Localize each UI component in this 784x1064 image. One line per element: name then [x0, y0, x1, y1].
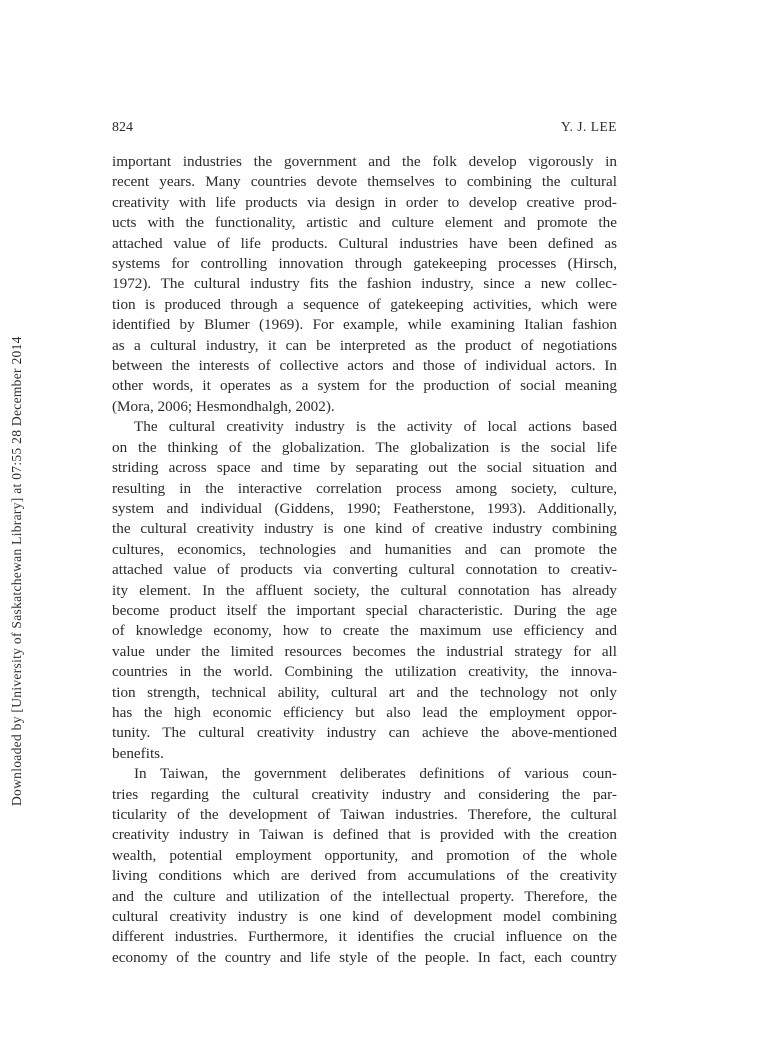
text-line: value under the limited resources becomes the industrial strategy for all [112, 642, 617, 660]
running-header [112, 119, 617, 136]
text-line: creativity with life products via design in order to develop creative prod- [112, 193, 617, 211]
text-line: cultural creativity industry is one kind of development model combining [112, 908, 617, 926]
text-line: as a cultural industry, it can be interpreted as the product of negotiations [112, 336, 617, 354]
page-number: 824 [112, 120, 133, 135]
text-line: tion is produced through a sequence of gatekeeping activities, which were [112, 295, 617, 313]
download-watermark: Downloaded by [University of Saskatchewan Library] at 07:55 28 December 2014 [9, 336, 24, 806]
text-line: ticularity of the development of Taiwan industries. Therefore, the cultural [112, 806, 617, 823]
text-line: tion strength, technical ability, cultural art and the technology not only [112, 683, 617, 701]
text-line: become product itself the important special characteristic. During the age [112, 601, 617, 619]
text-line: on the thinking of the globalization. The globalization is the social life [112, 438, 617, 456]
text-line: 1972). The cultural industry fits the fashion industry, since a new collec- [112, 275, 617, 293]
text-line: benefits. [112, 744, 164, 762]
article-body [112, 152, 617, 968]
text-line: the cultural creativity industry is one kind of creative industry combining [112, 520, 617, 538]
text-line: tries regarding the cultural creativity industry and considering the par- [112, 785, 617, 803]
text-line: important industries the government and the folk develop vigorously in [112, 153, 617, 170]
text-line: cultures, economics, technologies and humanities and can promote the [112, 540, 617, 558]
text-line: of knowledge economy, how to create the maximum use efficiency and [112, 622, 617, 640]
text-line: recent years. Many countries devote themselves to combining the cultural [112, 173, 617, 191]
text-line: In Taiwan, the government deliberates definitions of various coun- [134, 765, 617, 783]
text-line: countries in the world. Combining the utilization creativity, the innova- [112, 663, 617, 681]
text-line: resulting in the interactive correlation process among society, culture, [112, 479, 617, 497]
text-line: attached value of products via converting cultural connotation to creativ- [112, 561, 617, 579]
text-line: ucts with the functionality, artistic and culture element and promote the [112, 214, 617, 232]
text-line: The cultural creativity industry is the activity of local actions based [134, 418, 617, 436]
text-line: system and individual (Giddens, 1990; Featherstone, 1993). Additionally, [112, 499, 617, 517]
text-line: tunity. The cultural creativity industry can achieve the above-mentioned [112, 724, 617, 742]
text-line: attached value of life products. Cultural industries have been defined as [112, 234, 617, 252]
text-line: and the culture and utilization of the intellectual property. Therefore, the [112, 887, 617, 905]
text-line: living conditions which are derived from accumulations of the creativity [112, 867, 617, 885]
running-head-author: Y. J. LEE [560, 119, 617, 134]
text-line: ity element. In the affluent society, the cultural connotation has already [112, 581, 617, 599]
text-line: economy of the country and life style of the people. In fact, each country [112, 948, 617, 966]
text-line: systems for controlling innovation through gatekeeping processes (Hirsch, [112, 255, 617, 273]
text-line: (Mora, 2006; Hesmondhalgh, 2002). [112, 397, 335, 415]
text-line: has the high economic efficiency but also lead the employment oppor- [112, 703, 617, 721]
text-line: creativity industry in Taiwan is defined that is provided with the creation [112, 826, 617, 844]
text-line: identified by Blumer (1969). For example, while examining Italian fashion [112, 316, 617, 334]
text-line: wealth, potential employment opportunity, and promotion of the whole [112, 846, 617, 864]
text-line: between the interests of collective actors and those of individual actors. In [112, 357, 617, 375]
text-line: other words, it operates as a system for the production of social meaning [112, 377, 617, 395]
text-line: striding across space and time by separating out the social situation and [112, 459, 617, 477]
text-line: different industries. Furthermore, it identifies the crucial influence on the [112, 928, 617, 946]
